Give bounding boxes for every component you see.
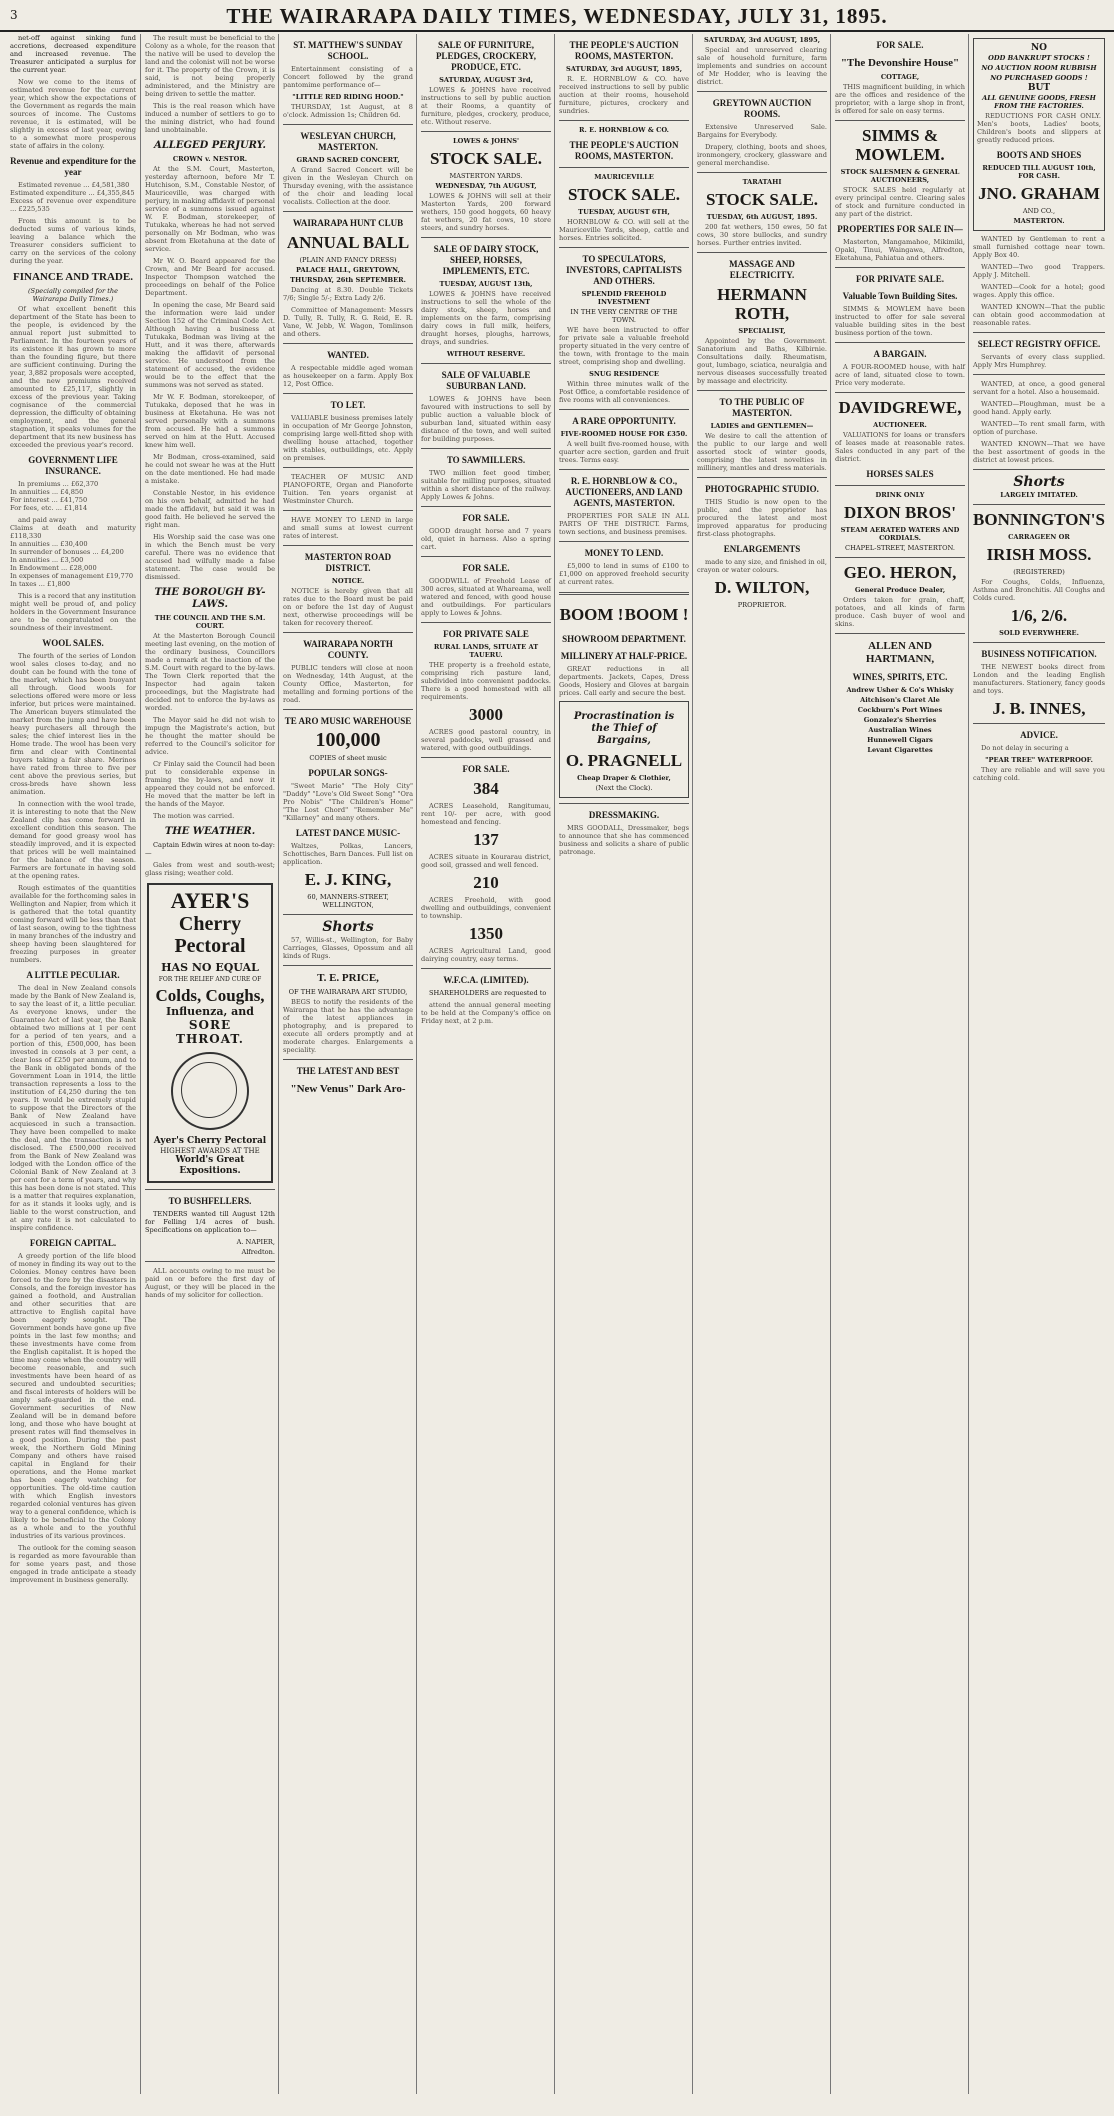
hermann-roth: HERMANN ROTH, — [717, 285, 807, 323]
forsale-devonshire: FOR SALE. — [876, 40, 924, 50]
tenders-text: TENDERS wanted till August 12th for Felling 1/4 acres of bush. Specifications on application to— — [145, 1210, 275, 1234]
to-let: TO LET. — [330, 400, 366, 410]
heron-sub: General Produce Dealer, — [854, 586, 946, 594]
sawmillers: TO SAWMILLERS. — [446, 455, 526, 465]
moss-price: 1/6, 2/6. — [1010, 606, 1068, 625]
intro-text: net-off against sinking fund accretions, decreased expenditure and increased revenue. The Treasurer anticipated a surplus for the current year. — [10, 34, 136, 74]
dixon: DIXON BROS' — [844, 503, 956, 522]
list-gonzalez: Gonzalez's Sherries — [863, 716, 937, 724]
enlargements: ENLARGEMENTS — [723, 544, 801, 554]
private-sale: FOR PRIVATE SALE — [443, 629, 529, 639]
greytown-date: SATURDAY, 3rd AUGUST, 1895, — [703, 36, 820, 44]
davidgrewe: DAVIDGREWE, — [838, 398, 962, 417]
column-6: SATURDAY, 3rd AUGUST, 1895, Special and unreserved clearing sale of household furniture, farm implements and sundries on account of Mr Hodder, who is leaving the district. GREYTOWN AUCTION ROOMS. Extensive Unreserved Sale. Bargains for Everybody. Drapery, clothing, boots and shoes, ironmongery, crockery, glassware and general merchandise. TARATAHI STOCK SALE. TUESDAY, 6th AUGUST, 1895. 200 fat wethers, 150 ewes, 50 fat cows, 30 store bullocks, and sundry horses. Further entries invited. MASSAGE AND ELECTRICITY. HERMANN ROTH, SPECIALIST, Appointed by the Government. Sanatorium and Baths, Kilbirnie. Consultations daily. Rheumatism, gout, lumbago, sciatica, neuralgia and nervous diseases successfully treated by massage and electricity. TO THE PUBLIC OF MASTERTON. LADIES and GENTLEMEN— We desire to call the attention of the public to our large and well assorted stock of winter goods, comprising the latest novelties in millinery, mantles and dress materials. PHOTOGRAPHIC STUDIO. THIS Studio is now open to the public, and the proprietor has procured the latest and most improved apparatus for producing first-class photographs. ENLARGEMENTS made to any size, and finished in oil, crayon or water colours. D. WILTON, PROPRIETOR. — [692, 34, 831, 2094]
weather-text: Captain Edwin wires at noon to-day:— — [145, 841, 275, 857]
copies-number: 100,000 — [315, 729, 381, 751]
genuine: ALL GENUINE GOODS, FRESH FROM THE FACTORIES. — [982, 94, 1096, 110]
cottage: COTTAGE, — [880, 73, 920, 81]
ayer-flu: Influenza, and — [166, 1005, 254, 1018]
mauriceville: MAURICEVILLE — [594, 173, 654, 181]
very-centre: IN THE VERY CENTRE OF THE TOWN. — [570, 308, 678, 324]
notice-label: NOTICE. — [331, 577, 365, 585]
ball-date: THURSDAY, 26th SEPTEMBER. — [290, 276, 406, 284]
list-cigars: Hunnewell Cigars — [867, 736, 933, 744]
valuable-sites: Valuable Town Building Sites. — [842, 291, 958, 301]
foreign-heading: FOREIGN CAPITAL. — [29, 1238, 117, 1248]
forsale-1: FOR SALE. — [462, 513, 510, 523]
acres-137: 137 — [473, 830, 499, 849]
finance-title: FINANCE AND TRADE. — [13, 271, 133, 283]
column-7: FOR SALE. "The Devonshire House" COTTAGE, THIS magnificent building, in which are the offices and residence of the proprietor, with a large shop in front, is offered for sale on easy terms. SIMMS & MOWLEM. STOCK SALESMEN & GENERAL AUCTIONEERS, STOCK SALES held regularly at every principal centre. Clearing sales of stock and furniture conducted in any part of the district. PROPERTIES FOR SALE IN— Masterton, Mangamahoe, Mikimiki, Opaki, Tinui, Waingawa, Alfredton, Eketahuna, Pahiatua and others. FOR PRIVATE SALE. Valuable Town Building Sites. SIMMS & MOWLEM have been instructed to offer for sale several valuable building sites in the best business portion of the town. A BARGAIN. A FOUR-ROOMED house, with half acre of land, situated close to town. Price very moderate. DAVIDGREWE, AUCTIONEER. VALUATIONS for loans or transfers of leases made at reasonable rates. Sales conducted in any part of the district. HORSES SALES DRINK ONLY DIXON BROS' STEAM AERATED WATERS AND CORDIALS. CHAPEL-STREET, MASTERTON. GEO. HERON, General Produce Dealer, Orders taken for grain, chaff, potatoes, and all kinds of farm produce. Cash buyer of wool and skins. ALLEN AND HARTMANN, WINES, SPIRITS, ETC. Andrew Usher & Co's Whisky Aitchison's Claret Ale Cockburn's Port Wines Gonzalez's Sherries Australian Wines Hunnewell Cigars Levant Cigarettes — [830, 34, 969, 2094]
sold-everywhere: SOLD EVERYWHERE. — [999, 629, 1079, 637]
red-riding: "LITTLE RED RIDING HOOD." — [292, 93, 404, 101]
wines: WINES, SPIRITS, ETC. — [852, 672, 948, 682]
drink-only: DRINK ONLY — [875, 491, 925, 499]
ayer-equal: HAS NO EQUAL — [161, 961, 259, 974]
aslittle-heading: A LITTLE PECULIAR. — [26, 970, 120, 980]
ayer-colds: Colds, Coughs, — [155, 986, 265, 1005]
without-reserve: WITHOUT RESERVE. — [446, 350, 526, 358]
devonshire: "The Devonshire House" — [840, 57, 960, 69]
wfca: W.F.C.A. (LIMITED). — [443, 975, 529, 985]
list-usher: Andrew Usher & Co's Whisky — [846, 686, 954, 694]
auction-date: SATURDAY, 3rd AUGUST, 1895, — [565, 65, 682, 73]
column-4: SALE OF FURNITURE, PLEDGES, CROCKERY, PRODUCE, ETC. SATURDAY, AUGUST 3rd, LOWES & JOHNS have received instructions to sell by public auction at their Rooms, a quantity of furniture, pledges, crockery, produce, etc. Without reserve. LOWES & JOHNS' STOCK SALE. MASTERTON YARDS. WEDNESDAY, 7th AUGUST, LOWES & JOHNS will sell at their Masterton Yards, 200 forward wethers, 150 good hoggets, 60 heavy fat wethers, 20 fat cows, 10 store steers, and sundry horses. SALE OF DAIRY STOCK, SHEEP, HORSES, IMPLEMENTS, ETC. TUESDAY, AUGUST 13th, LOWES & JOHNS have received instructions to sell the whole of the dairy stock, sheep, horses and implements on the farm, comprising dairy cows in full milk, heifers, draught horses, ploughs, harrows, drays, and sundries. WITHOUT RESERVE. SALE OF VALUABLE SUBURBAN LAND. LOWES & JOHNS have been favoured with instructions to sell by public auction a valuable block of suburban land, situated within easy distance of the town, and well suited for building purposes. TO SAWMILLERS. TWO million feet good timber, suitable for milling purposes, situated within a short distance of the railway. Apply Lowes & Johns. FOR SALE. GOOD draught horse and 7 years old, quiet in harness. Also a spring cart. FOR SALE. GOODWILL of Freehold Lease of 300 acres, situated at Whareama, well watered and fenced, with good house and outbuildings. For particulars apply to Lowes & Johns. FOR PRIVATE SALE RURAL LANDS, SITUATE AT TAUERU. THE property is a freehold estate, comprising rich pasture land, subdivided into convenient paddocks. There is a good homestead with all requirements. 3000 ACRES good pastoral country, in several paddocks, well grassed and watered, with good outbuildings. FOR SALE. 384 ACRES Leasehold, Rangitumau, rent 10/- per acre, with good homestead and fencing. 137 ACRES situate in Kourarau district, good soil, grassed and well fenced. 210 ACRES Freehold, with good dwelling and outbuildings, convenient to township. 1350 ACRES Agricultural Land, good dairying country, easy terms. W.F.C.A. (LIMITED). SHAREHOLDERS are requested to attend the annual general meeting to be held at the Company's office on Friday next, at 2 p.m. — [416, 34, 555, 2094]
copies-text: COPIES of sheet music — [309, 754, 387, 762]
sacred: GRAND SACRED CONCERT, — [296, 156, 400, 164]
ayer-highest: HIGHEST AWARDS AT THE — [160, 1147, 260, 1155]
wesleyan: WESLEYAN CHURCH, MASTERTON. — [300, 131, 396, 152]
ayer-for: FOR THE RELIEF AND CURE OF — [158, 976, 262, 983]
pear-tree: "PEAR TREE" WATERPROOF. — [985, 756, 1093, 764]
columns — [6, 34, 1108, 2094]
column-2: The result must be beneficial to the Colony as a whole, for the reason that the native will be used to develop the land and the colonist will not be worse for it. The property of the Crown, it is said, is not being properly administered, and the Ministry are being driven to settle the matter. This is the real reason which have induced a number of settlers to go to the mining district, who had found land unobtainable. ALLEGED PERJURY. CROWN v. NESTOR. At the S.M. Court, Masterton, yesterday afternoon, before Mr T. Hutchison, S.M., Constable Nestor, of Mauriceville, was charged with perjury, in making affidavit of personal service of a summons issued against W. F. Bodman, storekeeper, of Tutukaka, whereas he had not served personally on Mr Bodman, who was absent from Eketahuna at the date of service. Mr W. O. Beard appeared for the Crown, and Mr Beard for accused. Inspector Thompson watched the proceedings on behalf of the Police Department. In opening the case, Mr Beard said the information were laid under Section 152 of the Criminal Code Act. Although having a business at Tutukaka, Bodman was living at the Hutt, and it was there, afterwards making the affidavit of personal service. He understood from the statement of accused, the evidence would be to the effect that the summons was not served as stated. Mr W. F. Bodman, storekeeper, of Tutukaka, deposed that he was in business at Eketahuna. He was not served personally with a summons from accused. He had a summons served on him at the Hutt. Accused knew him well. Mr Bodman, cross-examined, said he could not swear he was at the Hutt on the date mentioned. He had made a mistake. Constable Nestor, in his evidence on his own behalf, admitted he had made the affidavit, but said it was in good faith. He believed he served the right man. His Worship said the case was one in which the Bench must be very careful. There was no evidence that accused had wilfully made a false statement. The case would be dismissed. THE BOROUGH BY-LAWS. THE COUNCIL AND THE S.M. COURT. At the Masterton Borough Council meeting last evening, on the motion of the ordinary business, Councillors made a remark at the inaction of the S.M. Court with regard to the by-laws. The Town Clerk reported that the Inspector had again taken proceedings, but the Magistrate had decided not to enforce the by-laws as worded. The Mayor said he did not wish to impugn the Magistrate's action, but he thought the matter should be referred to the Council's solicitor for advice. Cr Finlay said the Council had been put to considerable expense in framing the by-laws, and now it appeared they could not be enforced. He moved that the matter be left in the hands of the Mayor. The motion was carried. THE WEATHER. Captain Edwin wires at noon to-day:— Gales from west and south-west; glass rising; weather cold. AYER'S Cherry Pectoral HAS NO EQUAL FOR THE RELIEF AND CURE OF Colds, Coughs, Influenza, and SORE THROAT. Ayer's Cherry Pectoral HIGHEST AWARDS AT THE World's Great Expositions. TO BUSHFELLERS. TENDERS wanted till August 12th for Felling 1/4 acres of bush. Specifications on application to— A. NAPIER, Alfredton. ALL accounts owing to me must be paid on or before the first day of August, or they will be placed in the hands of my solicitor for collection. — [140, 34, 279, 2094]
ball-sub: (PLAIN AND FANCY DRESS) — [299, 256, 397, 264]
davidgrewe-sub: AUCTIONEER. — [873, 421, 927, 429]
stock-place: MASTERTON YARDS. — [449, 172, 523, 180]
tenders-place: Alfredton. — [241, 1248, 275, 1256]
graham-sub: AND CO., — [1022, 207, 1056, 215]
dairy-date: TUESDAY, AUGUST 13th, — [439, 280, 533, 288]
business-notification: BUSINESS NOTIFICATION. — [981, 649, 1097, 659]
suburban-land: SALE OF VALUABLE SUBURBAN LAND. — [441, 370, 531, 391]
weather-heading: THE WEATHER. — [164, 826, 256, 837]
king-addr: 60, MANNERS-STREET, WELLINGTON, — [307, 893, 389, 909]
lowes-stock-sale: STOCK SALE. — [429, 149, 543, 168]
tenders-name: A. NAPIER, — [236, 1238, 275, 1246]
pragnell-box — [559, 701, 689, 798]
graham-box: NO ODD BANKRUPT STOCKS ! NO AUCTION ROOM RUBBISH NO PURCHASED GOODS ! BUT ALL GENUINE GOODS, FRESH FROM THE FACTORIES. REDUCTIONS FOR CASH ONLY. Men's boots, Ladies' boots, Children's boots and slippers at greatly reduced prices. BOOTS AND SHOES REDUCED TILL AUGUST 10th, FOR CASH. JNO. GRAHAM AND CO., MASTERTON. — [973, 38, 1105, 231]
column-1: net-off against sinking fund accretions, decreased expenditure and increased revenue. The Treasurer anticipated a surplus for the current year. Now we come to the items of estimated revenue for the current year, which show the expectations of the Government as regards the main sources of income. The Customs revenue, it is estimated, will be slightly in excess of last year, owing to a somewhat more prosperous state of affairs in the colony. Revenue and expenditure for the year Estimated revenue ... £4,581,380 Estimated expenditure ... £4,355,845 Excess of revenue over expenditure ... £225,535 From this amount is to be deducted sums of various kinds, leaving a balance which the Treasurer considers sufficient to carry on the services of the colony during the year. FINANCE AND TRADE. (Specially compiled for the Wairarapa Daily Times.) Of what excellent benefit this department of the State has been to the people, is evidenced by the annual report just submitted to Parliament. In the fourteen years of its existence it has grown to more than the founding figure, but there are sufficient continuing. During the year, 3,882 proposals were accepted, and the new premiums received amounted to £25,117, slightly in excess of the previous year. Taking cognisance of the commercial depression, the difficulty of obtaining employment, and the general stagnation, it speaks volumes for the department that its new business has exceeded the previous year's record. GOVERNMENT LIFE INSURANCE. In premiums ... £62,370 In annuities ... £4,850 For interest ... £41,750 For fees, etc. ... £1,814 and paid away Claims at death and maturity £118,330 In annuities ... £30,400 In surrender of bonuses ... £4,200 In annuities ... £3,500 In Endowment ... £28,000 In expenses of management £19,770 In taxes ... £1,800 This is a record that any institution might well be proud of, and policy holders in the Government Insurance are to be congratulated on the soundness of their investment. WOOL SALES. The fourth of the series of London wool sales closes to-day, and no doubt can be found with the tone of the market, which has been buoyant all through. Good wools for selections offered were more or less inferior, but prices were maintained. The American buyers stimulated the market from the jump and have been heavy purchasers all through the sales; the chief interest lies in the Home trade. The wool has been very firm and clear with Continental buyers taking a fair share. Merinos have rated from three to five per cent above the previous series, but cross-breds have shown less animation. In connection with the wool trade, it is interesting to note that the New Zealand clip has come forward in excellent condition this season. The demand for good greasy wool has steadily improved, and it is expected that prices will be well maintained for the balance of the season. Farmers are fortunate in having sold at the opening rates. Rough estimates of the quantities available for the forthcoming sales in Wellington and Napier, from which it is gathered that the total quantity coming forward will be less than that of last season, owing to the tightness in many branches of the industry and sheep having been slaughtered for freezing purposes in greater numbers. A LITTLE PECULIAR. The deal in New Zealand consols made by the Bank of New Zealand is, to say the least of it, a little peculiar. As everyone knows, under the Guarantee Act of last year, the Bank obtained two millions at 1 per cent for a period of ten years, and a portion of this, £500,000, has been invested in consols at 3 per cent, a clear loss of £250 per annum, and to the Bank in obligated bonds of the Government Loan in 1914, the little transaction represents a loss to the institution of £4,250 during the ten years. It would be extremely stupid to suppose that the Directors of the Bank of New Zealand have acquiesced in such a transaction. They have been compelled to make the deal, and the transaction is not disclosed. The £500,000 received from the Bank of New Zealand was lodged with the London office of the Colonial Bank of New Zealand at 3 per cent for a term of years, and why this has been done is not stated. This is a matter that requires explanation, for as it stands it looks ugly, and is liable to the worst construction, and at any rate it is not calculated to inspire confidence. FOREIGN CAPITAL. A greedy portion of the life blood of money in finding its way out to the Colonies. Money centres have been forced to the fore by the disasters in Consols, and the foreign investor has gained a foothold, and Australian and other securities that are attractive to English capital have been eagerly sought. The Government bonds have gone up five points in the last few months; and these investments have come from the English capitalist. It is hoped the time may come when the country will become reasonable, and such investments have been heard of as secured and undoubted securities; and fiscal interests of holders will be amply safe-guarded in the end. Government securities of New Zealand will be in demand before long, and those who have bought at present rates will find themselves in a good position. During the past week, the Northern Gold Mining Company and others have raised capital in England for their operations, and the Home market has been eagerly watching for opportunities. The old-time caution with which English investors regarded colonial ventures has given way to a general confidence, which is likely to be beneficial to the Colony as a whole and to the youthful industries of its various provinces. The outlook for the coming season is regarded as more favourable than for some years past, and those engaged in trade anticipate a steady improvement in business generally. — [10, 34, 136, 1584]
road-district: MASTERTON ROAD DISTRICT. — [304, 552, 392, 573]
hornblow-name: R. E. HORNBLOW & CO. — [579, 126, 669, 134]
boots: BOOTS AND SHOES — [996, 150, 1082, 160]
innes: J. B. INNES, — [992, 699, 1086, 718]
church-heading: ST. MATTHEW'S SUNDAY SCHOOL. — [293, 40, 403, 61]
properties: PROPERTIES FOR SALE IN— — [837, 224, 963, 234]
column-8: NO ODD BANKRUPT STOCKS ! NO AUCTION ROOM RUBBISH NO PURCHASED GOODS ! BUT ALL GENUINE GOODS, FRESH FROM THE FACTORIES. REDUCTIONS FOR CASH ONLY. Men's boots, Ladies' boots, Children's boots and slippers at greatly reduced prices. BOOTS AND SHOES REDUCED TILL AUGUST 10th, FOR CASH. JNO. GRAHAM AND CO., MASTERTON. WANTED by Gentleman to rent a small furnished cottage near town. Apply Box 40. WANTED—Two good Trappers. Apply J. Mitchell. WANTED—Cook for a hotel; good wages. Apply this office. WANTED KNOWN—That the public can obtain good accommodation at reasonable rates. SELECT REGISTRY OFFICE. Servants of every class supplied. Apply Mrs Humphrey. WANTED, at once, a good general servant for a hotel. Also a housemaid. WANTED—Ploughman, must be a good hand. Apply early. WANTED—To rent small farm, with option of purchase. WANTED KNOWN—That we have the best assortment of goods in the district at lowest prices. Shorts LARGELY IMITATED. BONNINGTON'S CARRAGEEN OR IRISH MOSS. (REGISTERED) For Coughs, Colds, Influenza, Asthma and Bronchitis. All Coughs and Colds cured. 1/6, 2/6. SOLD EVERYWHERE. BUSINESS NOTIFICATION. THE NEWEST books direct from London and the leading English manufacturers. Stationery, fancy goods and toys. J. B. INNES, ADVICE. Do not delay in securing a "PEAR TREE" WATERPROOF. They are reliable and will save you catching cold. — [968, 34, 1109, 2094]
acres-1350: 1350 — [469, 924, 503, 943]
rare-opportunity: A RARE OPPORTUNITY. — [572, 416, 676, 426]
peoples-auction-2: THE PEOPLE'S AUCTION ROOMS, MASTERTON. — [569, 140, 679, 161]
showroom: SHOWROOM DEPARTMENT. — [562, 634, 686, 644]
list-cigarettes: Levant Cigarettes — [867, 746, 933, 754]
peoples-auction: THE PEOPLE'S AUCTION ROOMS, MASTERTON. — [569, 40, 679, 61]
pragnell-name: O. PRAGNELL — [565, 751, 683, 770]
ayer-bottom: Ayer's Cherry Pectoral — [153, 1136, 267, 1146]
ayer-fair: World's Great Expositions. — [175, 1155, 245, 1176]
shorts-logo-2: Shorts — [1013, 474, 1065, 490]
page-number: 3 — [10, 8, 18, 22]
allen-hartmann: ALLEN AND HARTMANN, — [865, 640, 935, 665]
lowes-name: LOWES & JOHNS' — [452, 137, 520, 145]
north-county: WAIRARAPA NORTH COUNTY. — [303, 639, 393, 660]
graham: JNO. GRAHAM — [978, 184, 1100, 203]
shorts-logo: Shorts — [322, 919, 374, 935]
millinery: MILLINERY AT HALF-PRICE. — [560, 651, 688, 661]
hornblow-agents: R. E. HORNBLOW & CO., AUCTIONEERS, AND LAND AGENTS, MASTERTON. — [565, 476, 683, 508]
alleged-sub: CROWN v. NESTOR. — [172, 155, 248, 163]
pragnell-addr: (Next the Clock). — [595, 784, 653, 792]
furniture-sale: SALE OF FURNITURE, PLEDGES, CROCKERY, PRODUCE, ETC. — [435, 40, 537, 72]
boom-left: BOOM ! — [559, 605, 624, 624]
no-purchased: NO PURCHASED GOODS ! — [990, 74, 1088, 82]
boom-right: BOOM ! — [624, 605, 689, 624]
wool-heading: WOOL SALES. — [42, 638, 104, 648]
palace: PALACE HALL, GREYTOWN, — [296, 266, 400, 274]
registry: SELECT REGISTRY OFFICE. — [977, 339, 1101, 349]
rural-lands: RURAL LANDS, SITUATE AT TAUERU. — [433, 643, 539, 659]
proprietor: PROPRIETOR. — [737, 601, 787, 609]
money-to-lend: MONEY TO LEND. — [584, 548, 664, 558]
popular-songs: POPULAR SONGS- — [308, 768, 388, 778]
ayer-sore: SORE THROAT. — [176, 1018, 244, 1046]
alleged-heading: ALLEGED PERJURY. — [154, 140, 266, 151]
simms-sub: STOCK SALESMEN & GENERAL AUCTIONEERS, — [840, 168, 960, 184]
ayer-brand: AYER'S — [170, 888, 250, 913]
masthead-title: THE WAIRARAPA DAILY TIMES, WEDNESDAY, JULY 31, 1895. — [226, 4, 888, 28]
odd-stocks: ODD BANKRUPT STOCKS ! — [988, 54, 1090, 62]
bargain: A BARGAIN. — [873, 349, 927, 359]
bylaws-heading: THE BOROUGH BY-LAWS. — [154, 587, 266, 610]
forsale-2: FOR SALE. — [462, 563, 510, 573]
price-name: T. E. PRICE, — [317, 972, 379, 984]
no-label: NO — [1030, 43, 1048, 53]
speculators: TO SPECULATORS, INVESTORS, CAPITALISTS AND OTHERS. — [566, 254, 682, 286]
boom-row — [559, 601, 689, 628]
but-label: BUT — [1027, 83, 1051, 93]
greytown-auction-rooms: GREYTOWN AUCTION ROOMS. — [712, 98, 812, 119]
advice: ADVICE. — [1020, 730, 1058, 740]
graham-place: MASTERTON. — [1013, 217, 1065, 225]
govt-heading: GOVERNMENT LIFE INSURANCE. — [28, 455, 118, 476]
procrastination: Procrastination is the Thief of Bargains, — [573, 711, 675, 746]
registered: (REGISTERED) — [1013, 568, 1065, 576]
horse-sales: HORSES SALES — [866, 469, 934, 479]
new-venus: "New Venus" Dark Aro- — [290, 1083, 406, 1095]
finance-sub: (Specially compiled for the Wairarapa Daily Times.) — [27, 287, 118, 303]
irish-moss: IRISH MOSS. — [986, 545, 1092, 564]
heron: GEO. HERON, — [843, 563, 957, 582]
tarataki: TARATAHI — [742, 178, 782, 186]
stock-date: WEDNESDAY, 7th AUGUST, — [435, 182, 537, 190]
tarataki-stock-sale: STOCK SALE. — [705, 190, 819, 209]
acres-3000: 3000 — [469, 705, 503, 724]
tues-date: TUESDAY, AUGUST 6TH, — [578, 208, 670, 216]
tarataki-date: TUESDAY, 6th AUGUST, 1895. — [706, 213, 818, 221]
list-aitchison: Aitchison's Claret Ale — [860, 696, 940, 704]
largely-imitated: LARGELY IMITATED. — [1000, 491, 1078, 499]
list-australian: Australian Wines — [868, 726, 932, 734]
dressmaking: DRESSMAKING. — [588, 810, 660, 820]
reduced: REDUCED TILL AUGUST 10th, FOR CASH. — [982, 164, 1096, 180]
splendid: SPLENDID FREEHOLD INVESTMENT — [581, 290, 667, 306]
ayer-advert — [147, 883, 273, 1183]
column-5: THE PEOPLE'S AUCTION ROOMS, MASTERTON. SATURDAY, 3rd AUGUST, 1895, R. E. HORNBLOW & CO. have received instructions to sell by public auction at their rooms, household furniture, pictures, crockery and sundries. R. E. HORNBLOW & CO. THE PEOPLE'S AUCTION ROOMS, MASTERTON. MAURICEVILLE STOCK SALE. TUESDAY, AUGUST 6TH, HORNBLOW & CO. will sell at the Mauriceville Yards, sheep, cattle and horses. Entries solicited. TO SPECULATORS, INVESTORS, CAPITALISTS AND OTHERS. SPLENDID FREEHOLD INVESTMENT IN THE VERY CENTRE OF THE TOWN. WE have been instructed to offer for private sale a valuable freehold property situated in the very centre of the town, with frontage to the main street, comprising shop and dwelling. SNUG RESIDENCE Within three minutes walk of the Post Office, a comfortable residence of five rooms with all conveniences. A RARE OPPORTUNITY. FIVE-ROOMED HOUSE FOR £350. A well built five-roomed house, with quarter acre section, garden and fruit trees. Terms easy. R. E. HORNBLOW & CO., AUCTIONEERS, AND LAND AGENTS, MASTERTON. PROPERTIES FOR SALE IN ALL PARTS OF THE DISTRICT. Farms, town sections, and business premises. MONEY TO LEND. £5,000 to lend in sums of £100 to £1,000 on approved freehold security at current rates. BOOM ! BOOM ! SHOWROOM DEPARTMENT. MILLINERY AT HALF-PRICE. GREAT reductions in all departments. Jackets, Capes, Dress Goods, Hosiery and Gloves at bargain prices. Call early and secure the best. Procrastination is the Thief of Bargains, O. PRAGNELL Cheap Draper & Clothier, (Next the Clock). DRESSMAKING. MRS GOODALL, Dressmaker, begs to announce that she has commenced business and solicits a share of public patronage. — [554, 34, 693, 2094]
furniture-date: SATURDAY, AUGUST 3rd, — [439, 76, 533, 84]
acres-210: 210 — [473, 873, 499, 892]
price-sub: OF THE WAIRARAPA ART STUDIO, — [288, 988, 408, 996]
no-auction: NO AUCTION ROOM RUBBISH — [981, 64, 1097, 72]
pragnell-sub: Cheap Draper & Clothier, — [577, 774, 671, 782]
mauriceville-stock-sale: STOCK SALE. — [567, 185, 681, 204]
wanted: WANTED. — [327, 350, 369, 360]
shareholders: SHAREHOLDERS are requested to — [429, 989, 547, 997]
forsale-3: FOR SALE. — [462, 764, 510, 774]
ladies: LADIES and GENTLEMEN— — [710, 422, 814, 430]
acres-384: 384 — [473, 779, 499, 798]
annual-ball: ANNUAL BALL — [286, 233, 410, 252]
ayer-product: Cherry Pectoral — [174, 913, 246, 957]
tenders-heading: TO BUSHFELLERS. — [168, 1196, 252, 1206]
to-public: TO THE PUBLIC OF MASTERTON. — [719, 397, 805, 418]
te-aro: TE ARO MUSIC WAREHOUSE — [284, 716, 412, 726]
simms: SIMMS & MOWLEM. — [855, 126, 945, 164]
dixon-sub: STEAM AERATED WATERS AND CORDIALS. — [840, 526, 960, 542]
bylaws-sub: THE COUNCIL AND THE S.M. COURT. — [154, 614, 266, 630]
exposition-seal-icon — [171, 1052, 249, 1130]
photo-studio: PHOTOGRAPHIC STUDIO. — [705, 484, 819, 494]
hunt-club: WAIRARAPA HUNT CLUB — [292, 218, 404, 228]
carrageen: CARRAGEEN OR — [1008, 533, 1070, 541]
specialist: SPECIALIST, — [738, 327, 786, 335]
chapel: CHAPEL-STREET, MASTERTON. — [845, 544, 955, 552]
five-roomed: FIVE-ROOMED HOUSE FOR £350. — [560, 430, 688, 438]
list-cockburn: Cockburn's Port Wines — [857, 706, 943, 714]
dairy-sale: SALE OF DAIRY STOCK, SHEEP, HORSES, IMPLEMENTS, ETC. — [433, 244, 539, 276]
bonnington: BONNINGTON'S — [973, 510, 1105, 529]
estimate-heading: Revenue and expenditure for the year — [10, 156, 136, 177]
private-sale-7: FOR PRIVATE SALE. — [856, 274, 944, 284]
latest-best: THE LATEST AND BEST — [296, 1066, 400, 1076]
wilton: D. WILTON, — [714, 578, 810, 597]
king-name: E. J. KING, — [304, 870, 392, 889]
snug-residence: SNUG RESIDENCE — [589, 370, 659, 378]
latest-dance: LATEST DANCE MUSIC- — [295, 828, 401, 838]
column-3: ST. MATTHEW'S SUNDAY SCHOOL. Entertainment consisting of a Concert followed by the grand pantomime performance of— "LITTLE RED RIDING HOOD." THURSDAY, 1st August, at 8 o'clock. Admission 1s; Children 6d. WESLEYAN CHURCH, MASTERTON. GRAND SACRED CONCERT, A Grand Sacred Concert will be given in the Wesleyan Church on Thursday evening, with the assistance of the choir and leading local vocalists. Collection at the door. WAIRARAPA HUNT CLUB ANNUAL BALL (PLAIN AND FANCY DRESS) PALACE HALL, GREYTOWN, THURSDAY, 26th SEPTEMBER. Dancing at 8.30. Double Tickets 7/6; Single 5/-; Extra Lady 2/6. Committee of Management: Messrs D. Tully, R. Tully, R. G. Reid, E. R. Vane, W. Jebb, W. Wagon, Tomlinson and others. WANTED. A respectable middle aged woman as housekeeper on a farm. Apply Box 12, Post Office. TO LET. VALUABLE business premises lately in occupation of Mr George Johnston, comprising large well-fitted shop with dwelling house attached, together with stables, outbuildings, etc. Apply on premises. TEACHER OF MUSIC AND PIANOFORTE, Organ and Pianoforte Tuition. Ten years organist at Westminster Church. HAVE MONEY TO LEND in large and small sums at lowest current rates of interest. MASTERTON ROAD DISTRICT. NOTICE. NOTICE is hereby given that all rates due to the Board must be paid on or before the 1st day of August next, otherwise proceedings will be taken for recovery thereof. WAIRARAPA NORTH COUNTY. PUBLIC tenders will close at noon on Wednesday, 14th August, at the County Office, Masterton, for metalling and forming portions of the road. TE ARO MUSIC WAREHOUSE 100,000 COPIES of sheet music POPULAR SONGS- "Sweet Marie" "The Holy City" "Daddy" "Love's Old Sweet Song" "Ora Pro Nobis" "The Children's Home" "The Lost Chord" "Remember Me" "Killarney" and many others. LATEST DANCE MUSIC- Waltzes, Polkas, Lancers, Schottisches, Barn Dances. Full list on application. E. J. KING, 60, MANNERS-STREET, WELLINGTON, Shorts 57, Willis-st., Wellington, for Baby Carriages, Glasses, Opossum and all kinds of Rugs. T. E. PRICE, OF THE WAIRARAPA ART STUDIO, BEGS to notify the residents of the Wairarapa that he has the advantage of the latest appliances in photography, and is prepared to execute all orders promptly and at moderate charges. Enlargements a speciality. THE LATEST AND BEST "New Venus" Dark Aro- — [278, 34, 417, 2094]
massage: MASSAGE AND ELECTRICITY. — [729, 259, 795, 280]
masthead — [0, 0, 1114, 32]
